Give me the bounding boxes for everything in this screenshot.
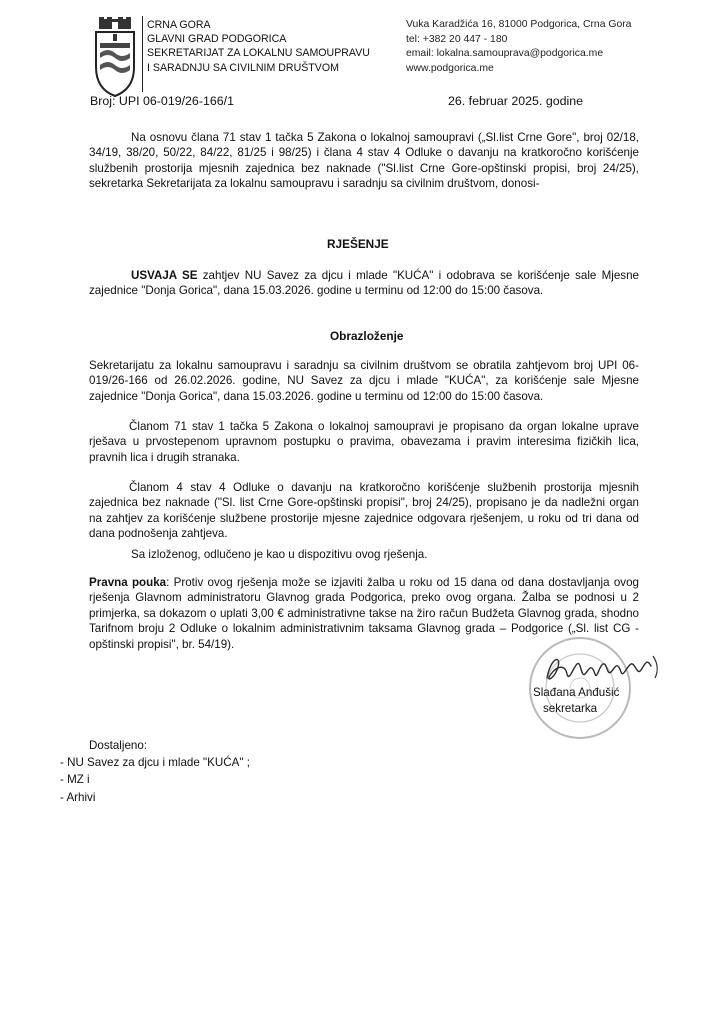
- org-line: SEKRETARIJAT ZA LOKALNU SAMOUPRAVU: [147, 47, 370, 60]
- document-date: 26. februar 2025. godine: [448, 94, 584, 108]
- conclusion-paragraph: Sa izloženog, odlučeno je kao u dispozitivu ovog rješenja.: [131, 548, 428, 561]
- website-line: www.podgorica.me: [406, 62, 494, 74]
- decision-heading: RJEŠENJE: [327, 237, 389, 251]
- distribution-item: - MZ i: [60, 773, 90, 787]
- distribution-item: - NU Savez za djcu i mlade "KUĆA" ;: [60, 756, 250, 770]
- organization-name: [147, 18, 370, 75]
- letterhead-divider: [142, 16, 143, 92]
- contact-block: [406, 18, 631, 76]
- address-line: Vuka Karadžića 16, 81000 Podgorica, Crna Gora: [406, 19, 632, 30]
- decision-lead: USVAJA SE: [131, 269, 198, 282]
- reasoning-heading: Obrazloženje: [330, 329, 404, 343]
- org-line: I SARADNJU SA CIVILNIM DRUŠTVOM: [147, 61, 339, 74]
- signatory-name: Slađana Anđušić: [533, 686, 620, 699]
- email-line: email: lokalna.samouprava@podgorica.me: [406, 48, 604, 60]
- reasoning-paragraph-3: Članom 4 stav 4 Odluke o davanju na kratkoročno korišćenje službenih prostorija mjesnih zajednica bez naknade ("Sl. list Crne Gore-opštinski propisi", broj 24/25), propisano je da nadležni organ na zahtjev za korišćenje službene prostorije mjesne zajednice odgovara rješenjem, u roku od tri dana od dana podnošenja zahtjeva.: [89, 481, 639, 541]
- coat-of-arms-icon: [93, 17, 137, 97]
- legal-remedy-text: : Protiv ovog rješenja može se izjaviti žalba u roku od 15 dana od dana dostavljanja ovog rješenja Glavnom administratoru Glavnog grada Podgorica, preko ovog organa. Žalba se podnosi u 2 primjerka, sa dokazom o uplati 3,00 € administrativne takse na žiro račun Budžeta Glavnog grada, shodno Tarifnom broju 2 Odluke o lokalnim administrativnim taksama Glavnog grada – Podgorice („Sl. list CG - opštinski propisi", br. 54/19).: [89, 576, 639, 651]
- decision-text: zahtjev NU Savez za djcu i mlade "KUĆA" i odobrava se korišćenje sale Mjesne zajednice "Donja Gorica", dana 15.03.2026. godine u terminu od 12:00 do 15:00 časova.: [89, 269, 639, 298]
- signatory-role: sekretarka: [543, 702, 598, 715]
- reasoning-paragraph-2: Članom 71 stav 1 tačka 5 Zakona o lokalnoj samoupravi je propisano da organ lokalne uprave rješava u prvostepenom upravnom postupku o pravima, obavezama i pravim interesima fizičkih lica, pravnih lica i drugih stranaka.: [89, 420, 639, 464]
- decision-paragraph: [89, 268, 639, 299]
- distribution-label: Dostaljeno:: [89, 739, 148, 752]
- phone-line: tel: +382 20 447 - 180: [406, 33, 508, 45]
- org-line: GLAVNI GRAD PODGORICA: [147, 33, 287, 46]
- distribution-item: - Arhivi: [60, 790, 96, 804]
- reasoning-paragraph-1: Sekretarijatu za lokalnu samoupravu i saradnju sa civilnim društvom se obratila zahtjevom broj UPI 06-019/26-166 od 26.02.2026. godine, NU Savez za djcu i mlade "KUĆA", za korišćenje sale Mjesne zajednice "Donja Gorica", dana 15.03.2026. godine u terminu od 12:00 do 15:00 časova.: [89, 359, 639, 403]
- legal-remedy-label: Pravna pouka: [89, 576, 167, 589]
- intro-paragraph: [89, 130, 639, 192]
- distribution-list: [60, 737, 250, 806]
- reference-number: Broj: UPI 06-019/26-166/1: [90, 94, 234, 108]
- handwritten-signature-icon: [541, 648, 663, 688]
- intro-text: Na osnovu člana 71 stav 1 tačka 5 Zakona o lokalnoj samoupravi („Sl.list Crne Gore", broj 02/18, 34/19, 38/20, 50/22, 84/22, 81/25 i 98/25) i člana 4 stav 4 Odluke o davanju na kratkoročno korišćenje službenih prostorija mjesnih zajednica bez naknade ("Sl.list Crne Gore-opštinski propisi, broj 24/25), sekretarka Sekretarijata za lokalnu samoupravu i saradnju sa civilnim društvom, donosi-: [89, 131, 639, 191]
- org-line: CRNA GORA: [147, 19, 211, 31]
